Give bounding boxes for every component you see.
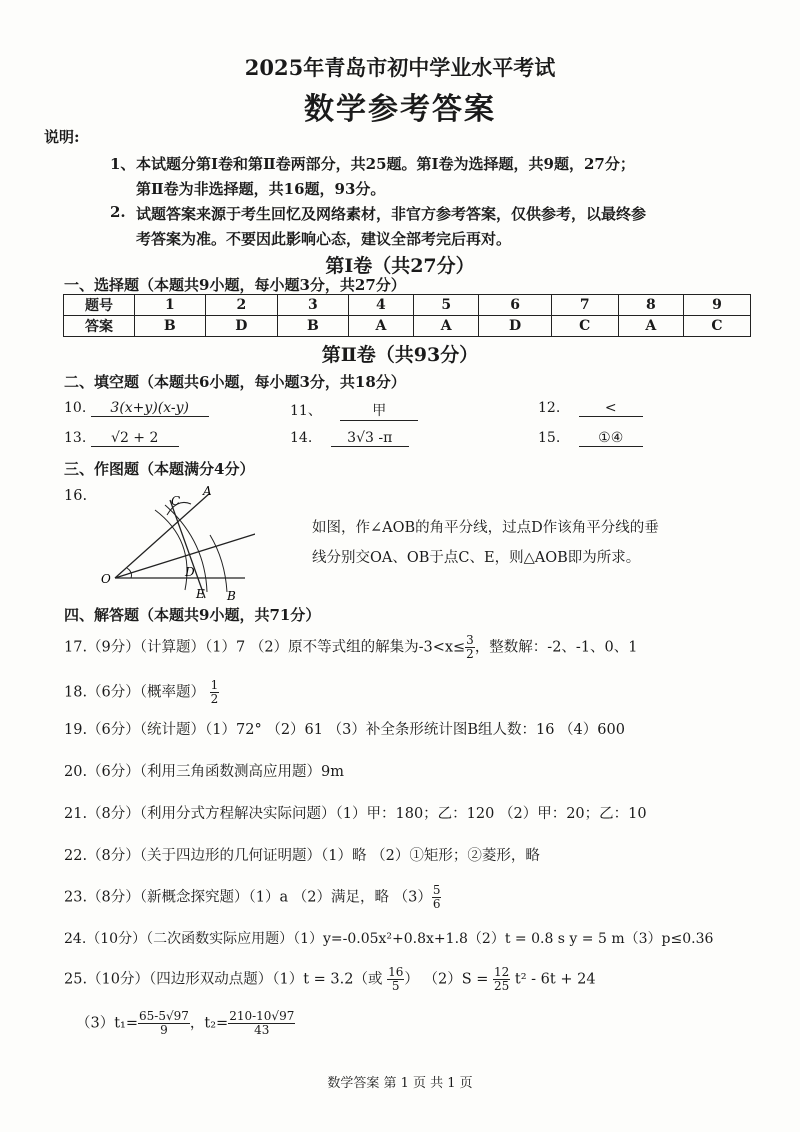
table-cell: 5 <box>414 295 479 316</box>
answer-24: 24.（10分）（二次函数实际应用题）（1）y=-0.05x²+0.8x+1.8（2）t = 0.8 s y = 5 m（3）p≤0.36 <box>64 931 714 947</box>
drawing-section-heading: 三、作图题（本题满分4分） <box>64 460 255 478</box>
row-label: 答案 <box>64 316 135 337</box>
answer-value: 3(x+y)(x-y) <box>91 400 209 417</box>
answer-text: 25.（10分）（四边形双动点题）（1）t = 3.2（或 <box>64 971 383 988</box>
question-number: 15. <box>538 430 561 446</box>
answer-23 <box>64 884 441 911</box>
table-cell: 8 <box>618 295 683 316</box>
answer-value: √2 + 2 <box>91 430 179 447</box>
fill-section-heading: 二、填空题（本题共6小题，每小题3分，共18分） <box>64 373 406 391</box>
fill-item-12 <box>538 400 643 417</box>
answer-text: （3）t₁= <box>76 1015 139 1032</box>
answer-19: 19.（6分）（统计题）（1）72° （2）61 （3）补全条形统计图B组人数：16 （4）600 <box>64 722 625 738</box>
note-1-number: 1、 <box>110 155 136 173</box>
numerator: 3 <box>466 633 474 647</box>
answer-text: ） （2）S = <box>404 971 489 988</box>
point-label-B: B <box>227 589 236 603</box>
table-cell: D <box>205 316 277 337</box>
question-number: 10. <box>64 400 87 416</box>
fraction <box>465 634 475 661</box>
answer-21: 21.（8分）（利用分式方程解决实际问题）（1）甲：180；乙：120 （2）甲：20；乙：10 <box>64 806 647 822</box>
answer-value: < <box>579 400 643 417</box>
table-cell: 9 <box>684 295 751 316</box>
solution-section-heading: 四、解答题（本题共9小题，共71分） <box>64 606 321 624</box>
choice-answer-table <box>63 294 751 337</box>
table-cell: A <box>414 316 479 337</box>
answer-row <box>64 316 751 337</box>
table-cell: 3 <box>278 295 349 316</box>
fill-item-11 <box>290 400 418 421</box>
answer-text: 23.（8分）（新概念探究题）（1）a （2）满足，略 （3） <box>64 889 432 906</box>
answer-17 <box>64 634 638 661</box>
question-number: 13. <box>64 430 87 446</box>
question-number: 14. <box>290 430 313 446</box>
ray-OA <box>115 493 210 578</box>
point-label-O: O <box>101 572 111 586</box>
numerator: 16 <box>388 965 404 979</box>
answer-text: 17.（9分）（计算题）（1）7 （2）原不等式组的解集为-3<x≤ <box>64 639 466 656</box>
numerator: 12 <box>494 965 510 979</box>
table-cell: 2 <box>205 295 277 316</box>
denominator: 25 <box>494 979 510 993</box>
notes-label: 说明: <box>44 128 80 146</box>
question-16-text-line-1: 如图，作∠AOB的角平分线，过点D作该角平分线的垂 <box>312 520 659 536</box>
row-label: 题号 <box>64 295 135 316</box>
point-label-E: E <box>196 587 205 601</box>
note-2-number: 2. <box>110 203 126 221</box>
numerator: 5 <box>432 883 441 897</box>
part-2-title: 第Ⅱ卷（共93分） <box>321 344 479 366</box>
fraction <box>387 966 404 993</box>
question-16-number: 16. <box>64 488 88 504</box>
table-cell: A <box>618 316 683 337</box>
denominator: 5 <box>391 979 400 993</box>
fraction <box>432 884 442 911</box>
fraction <box>210 679 220 706</box>
answer-25 <box>64 966 596 993</box>
table-cell: 7 <box>551 295 618 316</box>
answer-value: 3√3 -π <box>331 430 409 447</box>
answer-22: 22.（8分）（关于四边形的几何证明题）（1）略 （2）①矩形；②菱形，略 <box>64 848 540 864</box>
exam-title: 2025年青岛市初中学业水平考试 <box>244 55 556 80</box>
note-1-line-1: 本试题分第Ⅰ卷和第Ⅱ卷两部分，共25题。第Ⅰ卷为选择题，共9题，27分； <box>136 155 635 173</box>
question-number: 11、 <box>290 403 322 419</box>
question-number-row <box>64 295 751 316</box>
answer-text: 18.（6分）（概率题） <box>64 684 206 701</box>
point-label-A: A <box>203 484 212 498</box>
page-footer: 数学答案 第 1 页 共 1 页 <box>327 1076 473 1091</box>
answer-18 <box>64 679 219 706</box>
denominator: 43 <box>254 1023 270 1037</box>
table-cell: D <box>479 316 551 337</box>
numerator: 210-10√97 <box>229 1009 295 1023</box>
answer-20: 20.（6分）（利用三角函数测高应用题）9m <box>64 764 345 780</box>
point-label-D: D <box>185 565 195 579</box>
fill-item-14 <box>290 430 409 447</box>
answer-text: t² - 6t + 24 <box>514 971 596 988</box>
table-cell: C <box>551 316 618 337</box>
point-label-C: C <box>171 494 181 508</box>
question-number: 12. <box>538 400 561 416</box>
answer-25-part-3 <box>76 1010 295 1037</box>
answer-text: ，t₂= <box>189 1015 229 1032</box>
fraction <box>138 1010 190 1037</box>
answer-text: ，整数解：-2、-1、0、1 <box>474 639 638 656</box>
denominator: 9 <box>160 1023 168 1037</box>
fill-item-15 <box>538 430 643 447</box>
part-1-title: 第Ⅰ卷（共27分） <box>325 255 475 277</box>
fill-item-13 <box>64 430 179 447</box>
fraction <box>228 1010 295 1037</box>
table-cell: B <box>278 316 349 337</box>
answer-value: ①④ <box>579 430 643 447</box>
numerator: 1 <box>210 678 219 692</box>
answer-key-title: 数学参考答案 <box>304 92 496 127</box>
angle-bisector-figure <box>95 480 255 605</box>
table-cell: 1 <box>135 295 206 316</box>
numerator: 65-5√97 <box>139 1009 189 1023</box>
choice-section-heading: 一、选择题（本题共9小题，每小题3分，共27分） <box>64 276 406 294</box>
table-cell: C <box>684 316 751 337</box>
note-2-line-2: 考答案为准。不要因此影响心态，建议全部考完后再对。 <box>136 230 512 248</box>
denominator: 2 <box>210 692 219 706</box>
question-16-text-line-2: 线分别交OA、OB于点C、E，则△AOB即为所求。 <box>312 550 641 566</box>
denominator: 2 <box>466 647 474 661</box>
answer-value: 甲 <box>340 400 418 421</box>
note-2-line-1: 试题答案来源于考生回忆及网络素材，非官方参考答案，仅供参考，以最终参 <box>136 205 647 223</box>
fill-item-10 <box>64 400 209 417</box>
table-cell: B <box>135 316 206 337</box>
fraction <box>493 966 510 993</box>
table-cell: 6 <box>479 295 551 316</box>
note-1-line-2: 第Ⅱ卷为非选择题，共16题，93分。 <box>136 180 386 198</box>
table-cell: 4 <box>348 295 413 316</box>
denominator: 6 <box>432 897 441 911</box>
table-cell: A <box>348 316 413 337</box>
